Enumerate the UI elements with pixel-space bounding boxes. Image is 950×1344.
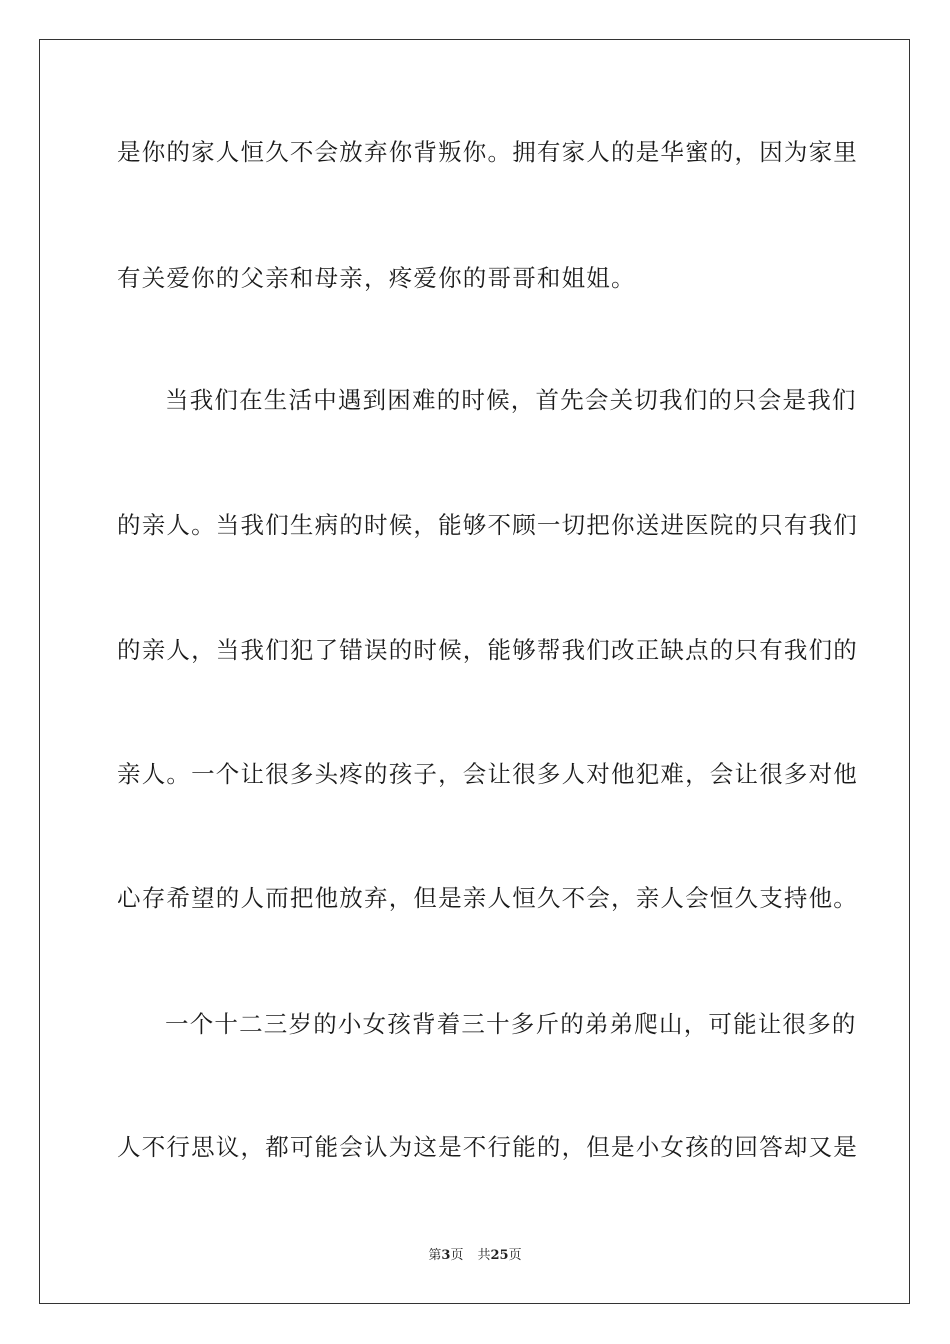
text-line-4: 的亲人。当我们生病的时候，能够不顾一切把你送进医院的只有我们 <box>117 511 858 539</box>
text-line-5: 的亲人，当我们犯了错误的时候，能够帮我们改正缺点的只有我们的 <box>117 636 858 664</box>
page-footer <box>0 1247 950 1265</box>
text-line-3: 当我们在生活中遇到困难的时候，首先会关切我们的只会是我们 <box>165 386 857 414</box>
total-pages: 25 <box>490 1248 509 1263</box>
text-line-7: 心存希望的人而把他放弃，但是亲人恒久不会，亲人会恒久支持他。 <box>117 884 858 912</box>
text-line-8: 一个十二三岁的小女孩背着三十多斤的弟弟爬山，可能让很多的 <box>165 1010 857 1038</box>
text-line-6: 亲人。一个让很多头疼的孩子，会让很多人对他犯难，会让很多对他 <box>117 760 858 788</box>
text-line-2: 有关爱你的父亲和母亲，疼爱你的哥哥和姐姐。 <box>117 264 636 292</box>
text-line-9: 人不行思议，都可能会认为这是不行能的，但是小女孩的回答却又是 <box>117 1133 858 1161</box>
page-number: 3 <box>441 1248 451 1263</box>
page-suffix: 页 <box>450 1248 464 1263</box>
total-suffix: 页 <box>508 1248 522 1263</box>
page-prefix: 第 <box>428 1248 442 1263</box>
total-prefix: 共 <box>477 1248 491 1263</box>
text-line-1: 是你的家人恒久不会放弃你背叛你。拥有家人的是华蜜的，因为家里 <box>117 138 858 166</box>
page-border <box>39 39 910 1304</box>
